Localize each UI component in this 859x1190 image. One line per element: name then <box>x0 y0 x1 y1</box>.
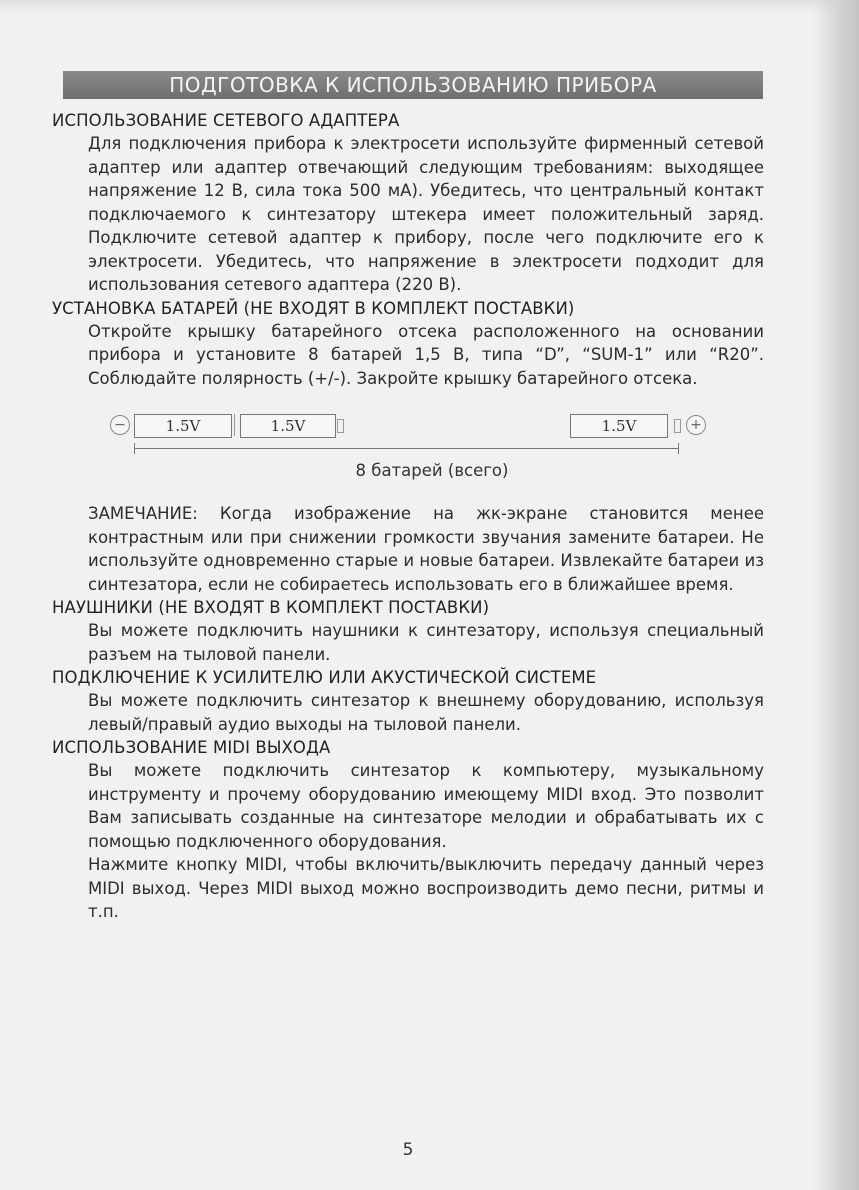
heading-headphones: НАУШНИКИ (НЕ ВХОДЯТ В КОМПЛЕКТ ПОСТАВКИ) <box>52 598 490 617</box>
battery-terminal-nub <box>337 419 344 433</box>
heading-midi: ИСПОЛЬЗОВАНИЕ MIDI ВЫХОДА <box>52 738 331 757</box>
negative-terminal-icon: − <box>110 415 130 435</box>
section-title: ПОДГОТОВКА К ИСПОЛЬЗОВАНИЮ ПРИБОРА <box>169 73 657 97</box>
bracket-right-tick <box>678 443 679 454</box>
battery-cell-2: 1.5V <box>240 414 336 438</box>
paragraph-midi-2: Нажмите кнопку MIDI, чтобы включить/выключить передачу данный через MIDI выход. Через MIDI выход можно воспроизводить демо песни, ритмы и т.п. <box>88 855 764 921</box>
paragraph-midi-1: Вы можете подключить синтезатор к компьютеру, музыкальному инструменту и прочему оборудованию имеющему MIDI вход. Это позволит Вам записывать созданные на синтезаторе мелодии и обрабатывать их с помощью подключенного оборудования. <box>88 761 764 851</box>
paragraph-adapter: Для подключения прибора к электросети используйте фирменный сетевой адаптер или адаптер отвечающий следующим требованиям: выходящее напряжение 12 В, сила тока 500 мА). Убедитесь, что центральный контакт подключаемого к синтезатору штекера имеет положительный заряд. Подключите сетевой адаптер к прибору, после чего подключите его к электросети. Убедитесь, что напряжение в электросети подходит для использования сетевого адаптера (220 В). <box>88 134 764 294</box>
section-title-banner <box>63 71 763 99</box>
heading-adapter: ИСПОЛЬЗОВАНИЕ СЕТЕВОГО АДАПТЕРА <box>52 111 400 130</box>
page-edge-shadow-top <box>0 0 859 14</box>
paragraph-headphones: Вы можете подключить наушники к синтезатору, используя специальный разъем на тыловой панели. <box>88 621 764 664</box>
paragraph-batteries: Откройте крышку батарейного отсека расположенного на основании прибора и установите 8 батарей 1,5 В, типа “D”, “SUM-1” или “R20”. Соблюдайте полярность (+/-). Закройте крышку батарейного отсека. <box>88 321 764 388</box>
paragraph-battery-note: ЗАМЕЧАНИЕ: Когда изображение на жк-экране становится менее контрастным или при снижении громкости звучания замените батареи. Не используйте одновременно старые и новые батареи. Извлекайте батареи из синтезатора, если не собираетесь использовать его в ближайшее время. <box>88 504 764 594</box>
battery-cell-8: 1.5V <box>570 414 668 438</box>
positive-terminal-icon: + <box>686 415 706 435</box>
heading-amplifier: ПОДКЛЮЧЕНИЕ К УСИЛИТЕЛЮ ИЛИ АКУСТИЧЕСКОЙ СИСТЕМЕ <box>52 668 597 687</box>
page-content <box>52 109 764 924</box>
paragraph-amplifier: Вы можете подключить синтезатор к внешнему оборудованию, используя левый/правый аудио выходы на тыловой панели. <box>88 691 764 734</box>
page-edge-shadow-right <box>813 0 859 1190</box>
battery-caption: 8 батарей (всего) <box>355 461 509 480</box>
battery-diagram <box>52 406 764 492</box>
battery-cell-1: 1.5V <box>134 414 232 438</box>
page-number: 5 <box>402 1140 414 1160</box>
heading-batteries: УСТАНОВКА БАТАРЕЙ (НЕ ВХОДЯТ В КОМПЛЕКТ ПОСТАВКИ) <box>52 298 575 318</box>
battery-terminal-nub <box>674 419 681 433</box>
cell-separator <box>234 414 235 436</box>
bracket-line <box>134 448 678 449</box>
